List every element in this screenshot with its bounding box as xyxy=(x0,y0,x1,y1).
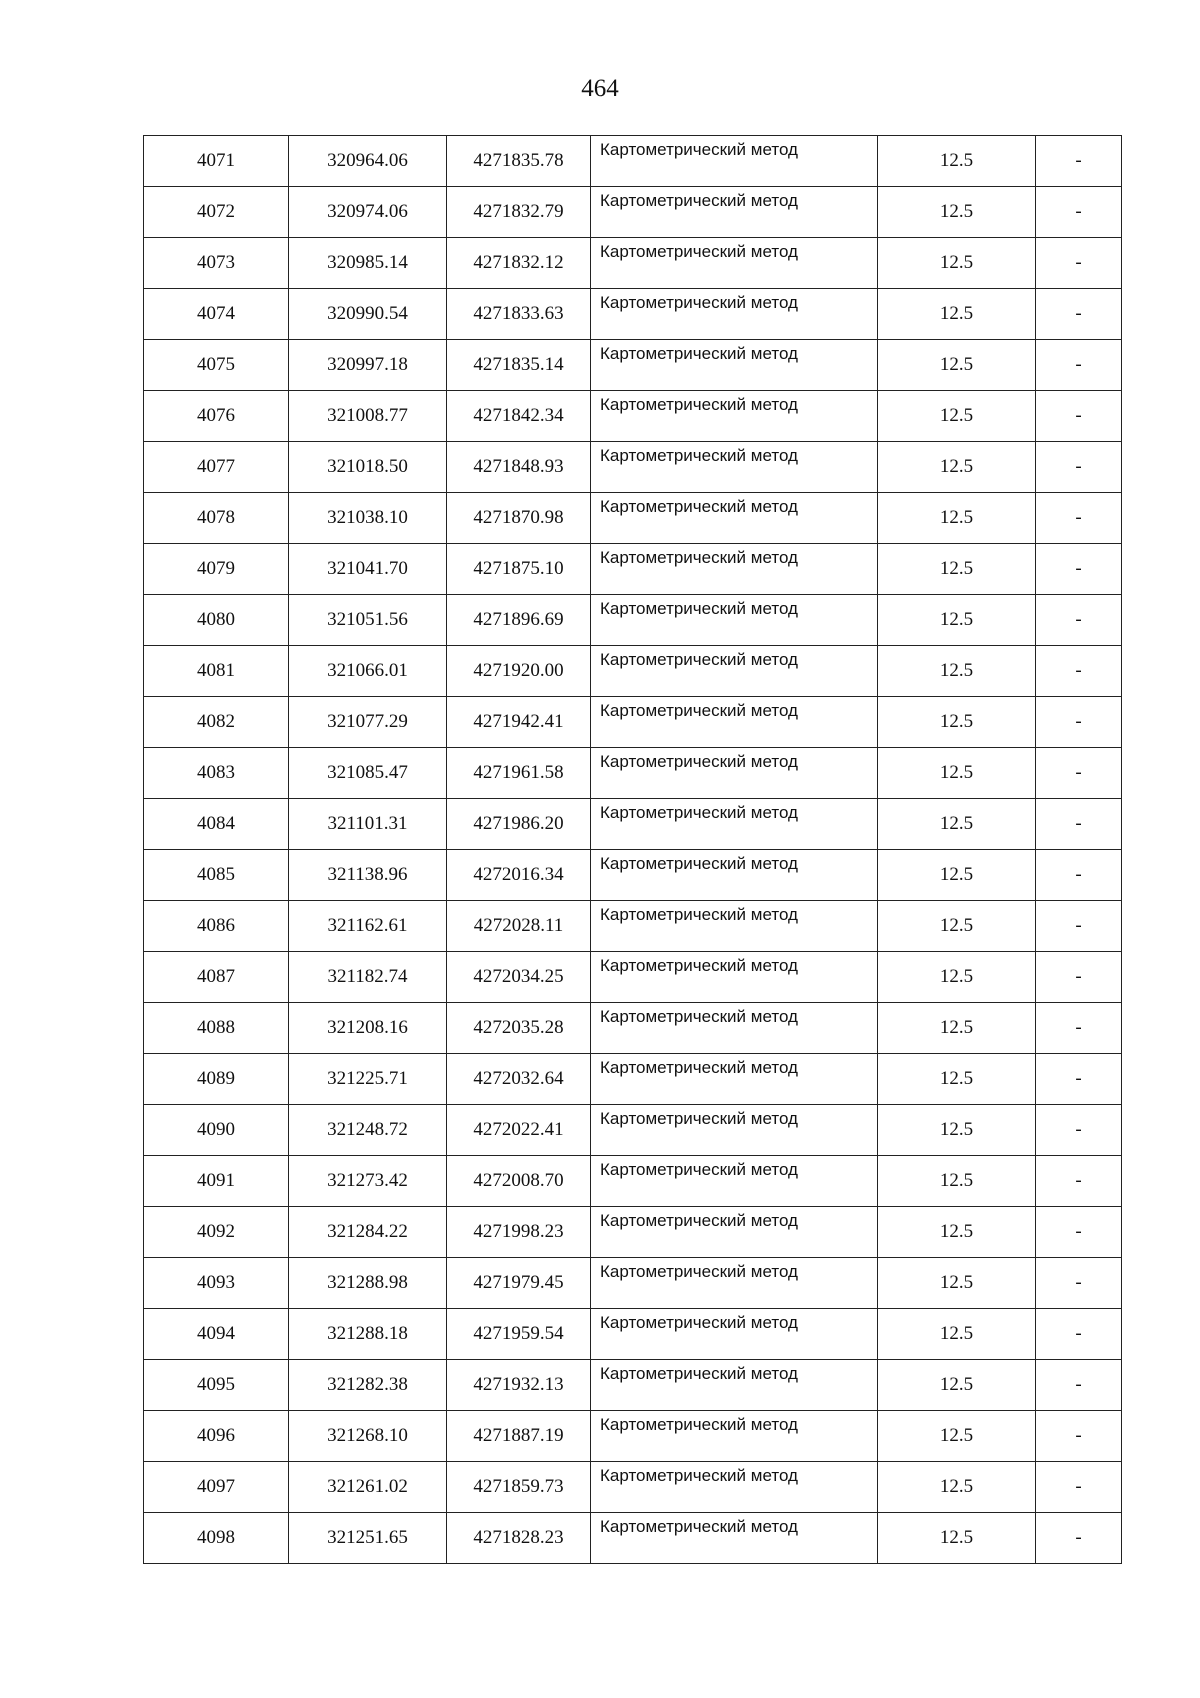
point-number-cell: 4087 xyxy=(144,952,289,1003)
accuracy-cell: 12.5 xyxy=(878,799,1036,850)
accuracy-cell: 12.5 xyxy=(878,1207,1036,1258)
description-cell: - xyxy=(1036,799,1122,850)
table-row xyxy=(144,1411,1122,1462)
x-coordinate-cell: 321038.10 xyxy=(289,493,447,544)
point-number-cell: 4089 xyxy=(144,1054,289,1105)
table-row xyxy=(144,1513,1122,1564)
point-number-cell: 4092 xyxy=(144,1207,289,1258)
point-number-cell: 4082 xyxy=(144,697,289,748)
table-row xyxy=(144,340,1122,391)
accuracy-cell: 12.5 xyxy=(878,1360,1036,1411)
description-cell: - xyxy=(1036,952,1122,1003)
description-cell: - xyxy=(1036,442,1122,493)
x-coordinate-cell: 321066.01 xyxy=(289,646,447,697)
y-coordinate-cell: 4271998.23 xyxy=(447,1207,591,1258)
table-row xyxy=(144,748,1122,799)
description-cell: - xyxy=(1036,1258,1122,1309)
method-cell: Картометрический метод xyxy=(591,340,878,391)
description-cell: - xyxy=(1036,238,1122,289)
x-coordinate-cell: 321051.56 xyxy=(289,595,447,646)
table-row xyxy=(144,1105,1122,1156)
description-cell: - xyxy=(1036,136,1122,187)
x-coordinate-cell: 321208.16 xyxy=(289,1003,447,1054)
table-row xyxy=(144,442,1122,493)
table-row xyxy=(144,1156,1122,1207)
method-cell: Картометрический метод xyxy=(591,1360,878,1411)
description-cell: - xyxy=(1036,697,1122,748)
accuracy-cell: 12.5 xyxy=(878,1054,1036,1105)
table-row xyxy=(144,901,1122,952)
accuracy-cell: 12.5 xyxy=(878,748,1036,799)
table-row xyxy=(144,1462,1122,1513)
method-cell: Картометрический метод xyxy=(591,187,878,238)
y-coordinate-cell: 4271920.00 xyxy=(447,646,591,697)
point-number-cell: 4072 xyxy=(144,187,289,238)
y-coordinate-cell: 4271832.12 xyxy=(447,238,591,289)
description-cell: - xyxy=(1036,544,1122,595)
point-number-cell: 4077 xyxy=(144,442,289,493)
y-coordinate-cell: 4271959.54 xyxy=(447,1309,591,1360)
table-row xyxy=(144,1003,1122,1054)
x-coordinate-cell: 320964.06 xyxy=(289,136,447,187)
x-coordinate-cell: 321261.02 xyxy=(289,1462,447,1513)
x-coordinate-cell: 321182.74 xyxy=(289,952,447,1003)
y-coordinate-cell: 4271848.93 xyxy=(447,442,591,493)
point-number-cell: 4088 xyxy=(144,1003,289,1054)
table-row xyxy=(144,544,1122,595)
accuracy-cell: 12.5 xyxy=(878,1003,1036,1054)
y-coordinate-cell: 4271859.73 xyxy=(447,1462,591,1513)
method-cell: Картометрический метод xyxy=(591,136,878,187)
method-cell: Картометрический метод xyxy=(591,595,878,646)
point-number-cell: 4073 xyxy=(144,238,289,289)
y-coordinate-cell: 4271835.78 xyxy=(447,136,591,187)
method-cell: Картометрический метод xyxy=(591,1054,878,1105)
y-coordinate-cell: 4272022.41 xyxy=(447,1105,591,1156)
description-cell: - xyxy=(1036,646,1122,697)
method-cell: Картометрический метод xyxy=(591,391,878,442)
point-number-cell: 4085 xyxy=(144,850,289,901)
x-coordinate-cell: 321162.61 xyxy=(289,901,447,952)
point-number-cell: 4096 xyxy=(144,1411,289,1462)
y-coordinate-cell: 4271986.20 xyxy=(447,799,591,850)
y-coordinate-cell: 4272032.64 xyxy=(447,1054,591,1105)
x-coordinate-cell: 320997.18 xyxy=(289,340,447,391)
y-coordinate-cell: 4271828.23 xyxy=(447,1513,591,1564)
accuracy-cell: 12.5 xyxy=(878,1105,1036,1156)
y-coordinate-cell: 4272016.34 xyxy=(447,850,591,901)
point-number-cell: 4094 xyxy=(144,1309,289,1360)
method-cell: Картометрический метод xyxy=(591,1411,878,1462)
point-number-cell: 4078 xyxy=(144,493,289,544)
x-coordinate-cell: 321251.65 xyxy=(289,1513,447,1564)
table-row xyxy=(144,595,1122,646)
x-coordinate-cell: 321268.10 xyxy=(289,1411,447,1462)
method-cell: Картометрический метод xyxy=(591,289,878,340)
table-row xyxy=(144,850,1122,901)
method-cell: Картометрический метод xyxy=(591,1462,878,1513)
x-coordinate-cell: 321282.38 xyxy=(289,1360,447,1411)
method-cell: Картометрический метод xyxy=(591,799,878,850)
description-cell: - xyxy=(1036,901,1122,952)
x-coordinate-cell: 321077.29 xyxy=(289,697,447,748)
point-number-cell: 4071 xyxy=(144,136,289,187)
x-coordinate-cell: 321288.18 xyxy=(289,1309,447,1360)
method-cell: Картометрический метод xyxy=(591,646,878,697)
accuracy-cell: 12.5 xyxy=(878,544,1036,595)
y-coordinate-cell: 4271835.14 xyxy=(447,340,591,391)
y-coordinate-cell: 4271842.34 xyxy=(447,391,591,442)
description-cell: - xyxy=(1036,391,1122,442)
method-cell: Картометрический метод xyxy=(591,1309,878,1360)
accuracy-cell: 12.5 xyxy=(878,238,1036,289)
x-coordinate-cell: 321018.50 xyxy=(289,442,447,493)
table-row xyxy=(144,646,1122,697)
point-number-cell: 4081 xyxy=(144,646,289,697)
x-coordinate-cell: 320990.54 xyxy=(289,289,447,340)
x-coordinate-cell: 321138.96 xyxy=(289,850,447,901)
x-coordinate-cell: 320974.06 xyxy=(289,187,447,238)
table-row xyxy=(144,1054,1122,1105)
description-cell: - xyxy=(1036,1003,1122,1054)
point-number-cell: 4098 xyxy=(144,1513,289,1564)
y-coordinate-cell: 4271932.13 xyxy=(447,1360,591,1411)
point-number-cell: 4095 xyxy=(144,1360,289,1411)
point-number-cell: 4079 xyxy=(144,544,289,595)
table-row xyxy=(144,1258,1122,1309)
x-coordinate-cell: 321085.47 xyxy=(289,748,447,799)
accuracy-cell: 12.5 xyxy=(878,1462,1036,1513)
table-row xyxy=(144,238,1122,289)
description-cell: - xyxy=(1036,595,1122,646)
y-coordinate-cell: 4272008.70 xyxy=(447,1156,591,1207)
point-number-cell: 4086 xyxy=(144,901,289,952)
method-cell: Картометрический метод xyxy=(591,952,878,1003)
y-coordinate-cell: 4271979.45 xyxy=(447,1258,591,1309)
accuracy-cell: 12.5 xyxy=(878,391,1036,442)
method-cell: Картометрический метод xyxy=(591,1207,878,1258)
y-coordinate-cell: 4271887.19 xyxy=(447,1411,591,1462)
method-cell: Картометрический метод xyxy=(591,1105,878,1156)
y-coordinate-cell: 4271896.69 xyxy=(447,595,591,646)
description-cell: - xyxy=(1036,1360,1122,1411)
point-number-cell: 4084 xyxy=(144,799,289,850)
description-cell: - xyxy=(1036,1462,1122,1513)
x-coordinate-cell: 321008.77 xyxy=(289,391,447,442)
accuracy-cell: 12.5 xyxy=(878,1156,1036,1207)
description-cell: - xyxy=(1036,748,1122,799)
x-coordinate-cell: 321225.71 xyxy=(289,1054,447,1105)
point-number-cell: 4097 xyxy=(144,1462,289,1513)
table-row xyxy=(144,187,1122,238)
x-coordinate-cell: 321273.42 xyxy=(289,1156,447,1207)
method-cell: Картометрический метод xyxy=(591,442,878,493)
description-cell: - xyxy=(1036,1411,1122,1462)
accuracy-cell: 12.5 xyxy=(878,136,1036,187)
y-coordinate-cell: 4272035.28 xyxy=(447,1003,591,1054)
point-number-cell: 4075 xyxy=(144,340,289,391)
x-coordinate-cell: 321288.98 xyxy=(289,1258,447,1309)
table-row xyxy=(144,799,1122,850)
method-cell: Картометрический метод xyxy=(591,1513,878,1564)
y-coordinate-cell: 4271832.79 xyxy=(447,187,591,238)
table-row xyxy=(144,391,1122,442)
x-coordinate-cell: 321284.22 xyxy=(289,1207,447,1258)
accuracy-cell: 12.5 xyxy=(878,595,1036,646)
method-cell: Картометрический метод xyxy=(591,697,878,748)
x-coordinate-cell: 320985.14 xyxy=(289,238,447,289)
accuracy-cell: 12.5 xyxy=(878,1309,1036,1360)
description-cell: - xyxy=(1036,289,1122,340)
y-coordinate-cell: 4271870.98 xyxy=(447,493,591,544)
y-coordinate-cell: 4272028.11 xyxy=(447,901,591,952)
table-row xyxy=(144,1207,1122,1258)
description-cell: - xyxy=(1036,1207,1122,1258)
table-row xyxy=(144,289,1122,340)
accuracy-cell: 12.5 xyxy=(878,697,1036,748)
method-cell: Картометрический метод xyxy=(591,1003,878,1054)
description-cell: - xyxy=(1036,1054,1122,1105)
point-number-cell: 4074 xyxy=(144,289,289,340)
description-cell: - xyxy=(1036,1513,1122,1564)
point-number-cell: 4093 xyxy=(144,1258,289,1309)
x-coordinate-cell: 321041.70 xyxy=(289,544,447,595)
method-cell: Картометрический метод xyxy=(591,748,878,799)
method-cell: Картометрический метод xyxy=(591,493,878,544)
description-cell: - xyxy=(1036,1309,1122,1360)
point-number-cell: 4083 xyxy=(144,748,289,799)
point-number-cell: 4090 xyxy=(144,1105,289,1156)
y-coordinate-cell: 4271875.10 xyxy=(447,544,591,595)
page-number: 464 xyxy=(581,75,619,102)
table-row xyxy=(144,493,1122,544)
y-coordinate-cell: 4272034.25 xyxy=(447,952,591,1003)
accuracy-cell: 12.5 xyxy=(878,442,1036,493)
coordinates-table xyxy=(143,135,1122,1564)
y-coordinate-cell: 4271961.58 xyxy=(447,748,591,799)
accuracy-cell: 12.5 xyxy=(878,1258,1036,1309)
accuracy-cell: 12.5 xyxy=(878,850,1036,901)
method-cell: Картометрический метод xyxy=(591,901,878,952)
accuracy-cell: 12.5 xyxy=(878,187,1036,238)
x-coordinate-cell: 321101.31 xyxy=(289,799,447,850)
accuracy-cell: 12.5 xyxy=(878,901,1036,952)
method-cell: Картометрический метод xyxy=(591,1156,878,1207)
method-cell: Картометрический метод xyxy=(591,850,878,901)
method-cell: Картометрический метод xyxy=(591,238,878,289)
description-cell: - xyxy=(1036,340,1122,391)
x-coordinate-cell: 321248.72 xyxy=(289,1105,447,1156)
accuracy-cell: 12.5 xyxy=(878,646,1036,697)
table-row xyxy=(144,136,1122,187)
method-cell: Картометрический метод xyxy=(591,544,878,595)
description-cell: - xyxy=(1036,493,1122,544)
y-coordinate-cell: 4271942.41 xyxy=(447,697,591,748)
accuracy-cell: 12.5 xyxy=(878,340,1036,391)
accuracy-cell: 12.5 xyxy=(878,1411,1036,1462)
accuracy-cell: 12.5 xyxy=(878,289,1036,340)
table-row xyxy=(144,952,1122,1003)
description-cell: - xyxy=(1036,1105,1122,1156)
point-number-cell: 4076 xyxy=(144,391,289,442)
table-row xyxy=(144,1309,1122,1360)
table-row xyxy=(144,697,1122,748)
point-number-cell: 4091 xyxy=(144,1156,289,1207)
table-row xyxy=(144,1360,1122,1411)
coordinates-table-body xyxy=(144,136,1122,1564)
y-coordinate-cell: 4271833.63 xyxy=(447,289,591,340)
description-cell: - xyxy=(1036,187,1122,238)
description-cell: - xyxy=(1036,1156,1122,1207)
accuracy-cell: 12.5 xyxy=(878,952,1036,1003)
accuracy-cell: 12.5 xyxy=(878,493,1036,544)
accuracy-cell: 12.5 xyxy=(878,1513,1036,1564)
method-cell: Картометрический метод xyxy=(591,1258,878,1309)
point-number-cell: 4080 xyxy=(144,595,289,646)
description-cell: - xyxy=(1036,850,1122,901)
